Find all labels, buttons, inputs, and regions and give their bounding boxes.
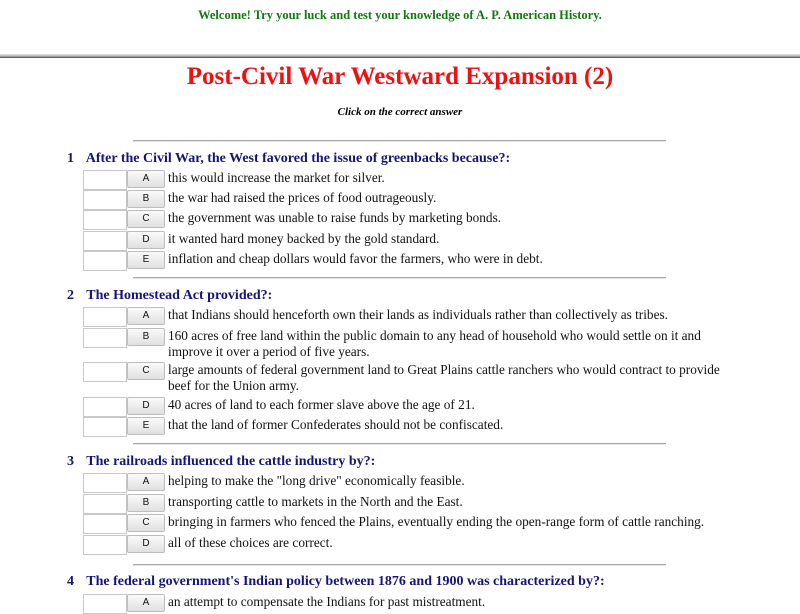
option-text: 40 acres of land to each former slave above the age of 21. (168, 397, 475, 412)
answer-field[interactable] (83, 170, 127, 190)
answer-field[interactable] (83, 328, 127, 348)
option-text: bringing in farmers who fenced the Plains, eventually ending the open-range form of cattle ranching. (168, 514, 705, 529)
option-text: 160 acres of free land within the public domain to any head of household who would settle on it and improve it over a period of five years. (168, 328, 701, 359)
option-text: transporting cattle to markets in the North and the East. (168, 494, 463, 509)
choice-button-b[interactable]: B (127, 328, 165, 346)
answer-field[interactable] (83, 362, 127, 382)
answer-field[interactable] (83, 494, 127, 514)
option-text: all of these choices are correct. (168, 535, 333, 550)
choice-button-e[interactable]: E (127, 417, 165, 435)
answer-field[interactable] (83, 231, 127, 251)
question-3 (67, 454, 375, 470)
question-number: 2 (67, 288, 74, 303)
question-divider (133, 443, 666, 445)
welcome-banner: Welcome! Try your luck and test your knowledge of A. P. American History. (198, 8, 602, 22)
answer-field[interactable] (83, 417, 127, 437)
choice-button-a[interactable]: A (127, 170, 165, 188)
answer-field[interactable] (83, 190, 127, 210)
choice-button-a[interactable]: A (127, 594, 165, 612)
page-title: Post-Civil War Westward Expansion (2) (186, 63, 614, 90)
question-divider (133, 277, 666, 279)
option-text: that the land of former Confederates should not be confiscated. (168, 417, 504, 432)
answer-field[interactable] (83, 251, 127, 271)
question-divider (133, 140, 666, 142)
option-text: large amounts of federal government land to Great Plains cattle ranchers who would contract to provide beef for the Union army. (168, 362, 720, 393)
choice-button-c[interactable]: C (127, 514, 165, 532)
answer-field[interactable] (83, 210, 127, 230)
choice-button-a[interactable]: A (127, 473, 165, 491)
choice-button-c[interactable]: C (127, 210, 165, 228)
choice-button-b[interactable]: B (127, 494, 165, 512)
choice-button-d[interactable]: D (127, 535, 165, 553)
question-text: After the Civil War, the West favored the issue of greenbacks because?: (85, 151, 511, 166)
option-text: the war had raised the prices of food outrageously. (168, 190, 437, 205)
option-text: inflation and cheap dollars would favor the farmers, who were in debt. (168, 251, 543, 266)
question-4 (67, 574, 605, 590)
option-text: an attempt to compensate the Indians for past mistreatment. (168, 594, 486, 609)
answer-field[interactable] (83, 473, 127, 493)
choice-button-e[interactable]: E (127, 251, 165, 269)
option-text: this would increase the market for silver. (168, 170, 385, 185)
answer-field[interactable] (83, 397, 127, 417)
question-divider (133, 564, 666, 566)
header-divider (0, 54, 800, 58)
option-text: it wanted hard money backed by the gold standard. (168, 231, 440, 246)
question-1 (67, 151, 510, 167)
question-text: The federal government's Indian policy between 1876 and 1900 was characterized by?: (86, 574, 605, 589)
choice-button-d[interactable]: D (127, 231, 165, 249)
question-2 (67, 288, 272, 304)
option-text: the government was unable to raise funds by marketing bonds. (168, 210, 502, 225)
choice-button-b[interactable]: B (127, 190, 165, 208)
choice-button-c[interactable]: C (127, 362, 165, 380)
option-text: that Indians should henceforth own their lands as individuals rather than collectively as tribes. (168, 307, 668, 322)
option-text: helping to make the "long drive" economically feasible. (168, 473, 465, 488)
question-text: The Homestead Act provided?: (86, 288, 273, 303)
answer-field[interactable] (83, 535, 127, 555)
choice-button-d[interactable]: D (127, 397, 165, 415)
question-number: 4 (67, 574, 74, 589)
answer-field[interactable] (83, 514, 127, 534)
question-text: The railroads influenced the cattle industry by?: (86, 454, 376, 469)
question-number: 3 (67, 454, 74, 469)
answer-field[interactable] (83, 307, 127, 327)
choice-button-a[interactable]: A (127, 307, 165, 325)
question-number: 1 (67, 151, 74, 166)
answer-field[interactable] (83, 594, 127, 614)
instruction-text: Click on the correct answer (337, 106, 463, 118)
